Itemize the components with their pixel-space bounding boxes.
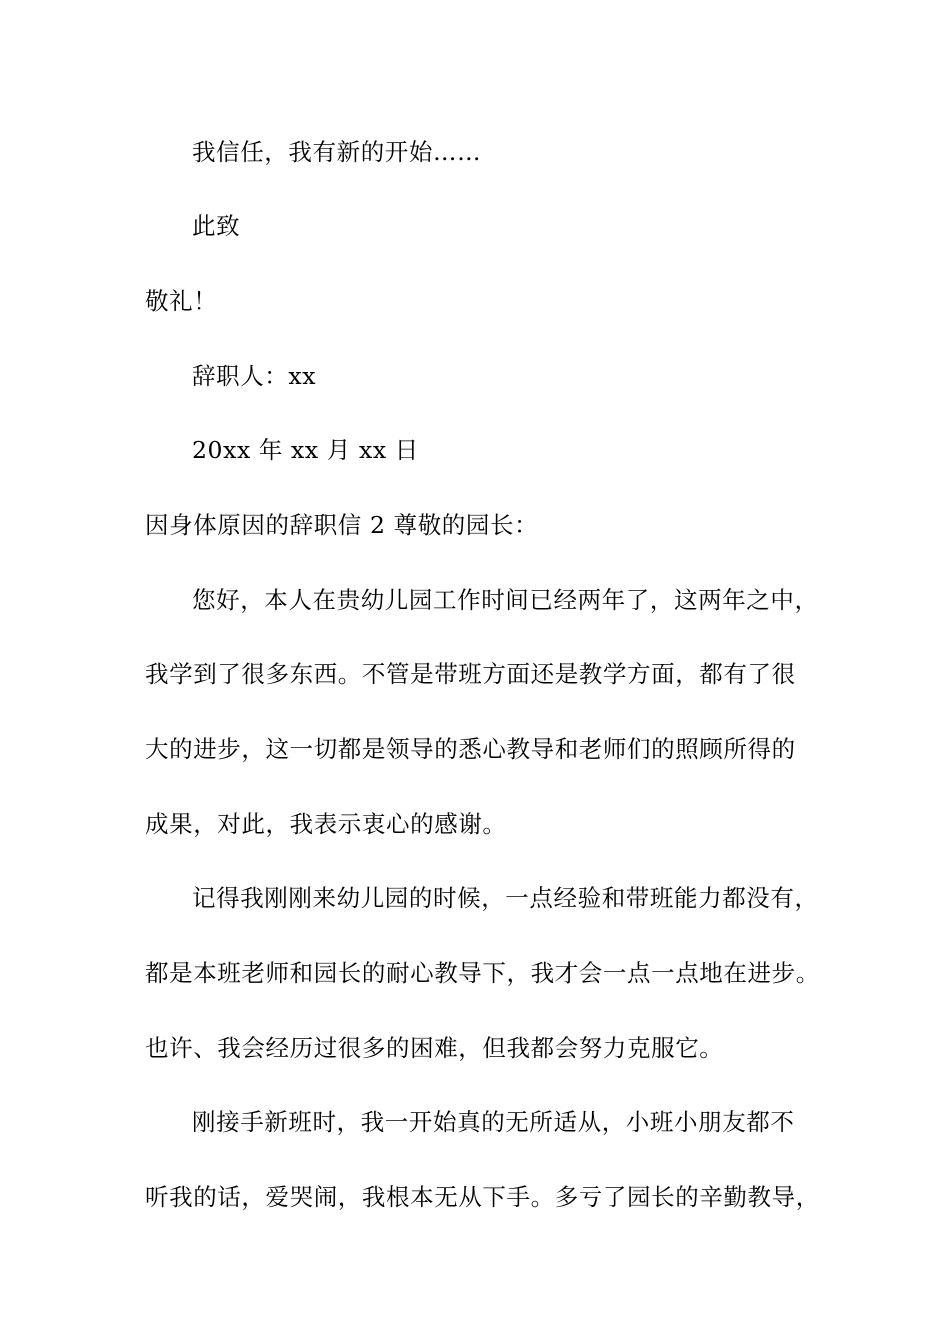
salutation-jing-li: 敬礼！ <box>145 287 218 315</box>
salutation-ci-zhi: 此致 <box>192 212 241 240</box>
paragraph-line: 成果，对此，我表示衷心的感谢。 <box>145 810 507 838</box>
letter-heading: 因身体原因的辞职信 2 尊敬的园长： <box>145 511 539 539</box>
date-line: 20xx 年 xx 月 xx 日 <box>192 436 419 464</box>
paragraph-line: 也许、我会经历过很多的困难，但我都会努力克服它。 <box>145 1034 724 1062</box>
paragraph-line: 我学到了很多东西。不管是带班方面还是教学方面，都有了很 <box>145 660 796 688</box>
paragraph-line: 都是本班老师和园长的耐心教导下，我才会一点一点地在进步。 <box>145 959 820 987</box>
paragraph-line: 您好，本人在贵幼儿园工作时间已经两年了，这两年之中， <box>192 586 819 614</box>
paragraph-line: 刚接手新班时，我一开始真的无所适从，小班小朋友都不 <box>192 1108 795 1136</box>
paragraph-line: 听我的话，爱哭闹，我根本无从下手。多亏了园长的辛勤教导， <box>145 1183 820 1211</box>
paragraph-line: 大的进步，这一切都是领导的悉心教导和老师们的照顾所得的 <box>145 735 796 763</box>
signature-line: 辞职人：xx <box>192 362 317 390</box>
closing-line: 我信任，我有新的开始…… <box>192 138 482 166</box>
paragraph-line: 记得我刚刚来幼儿园的时候，一点经验和带班能力都没有， <box>192 884 819 912</box>
